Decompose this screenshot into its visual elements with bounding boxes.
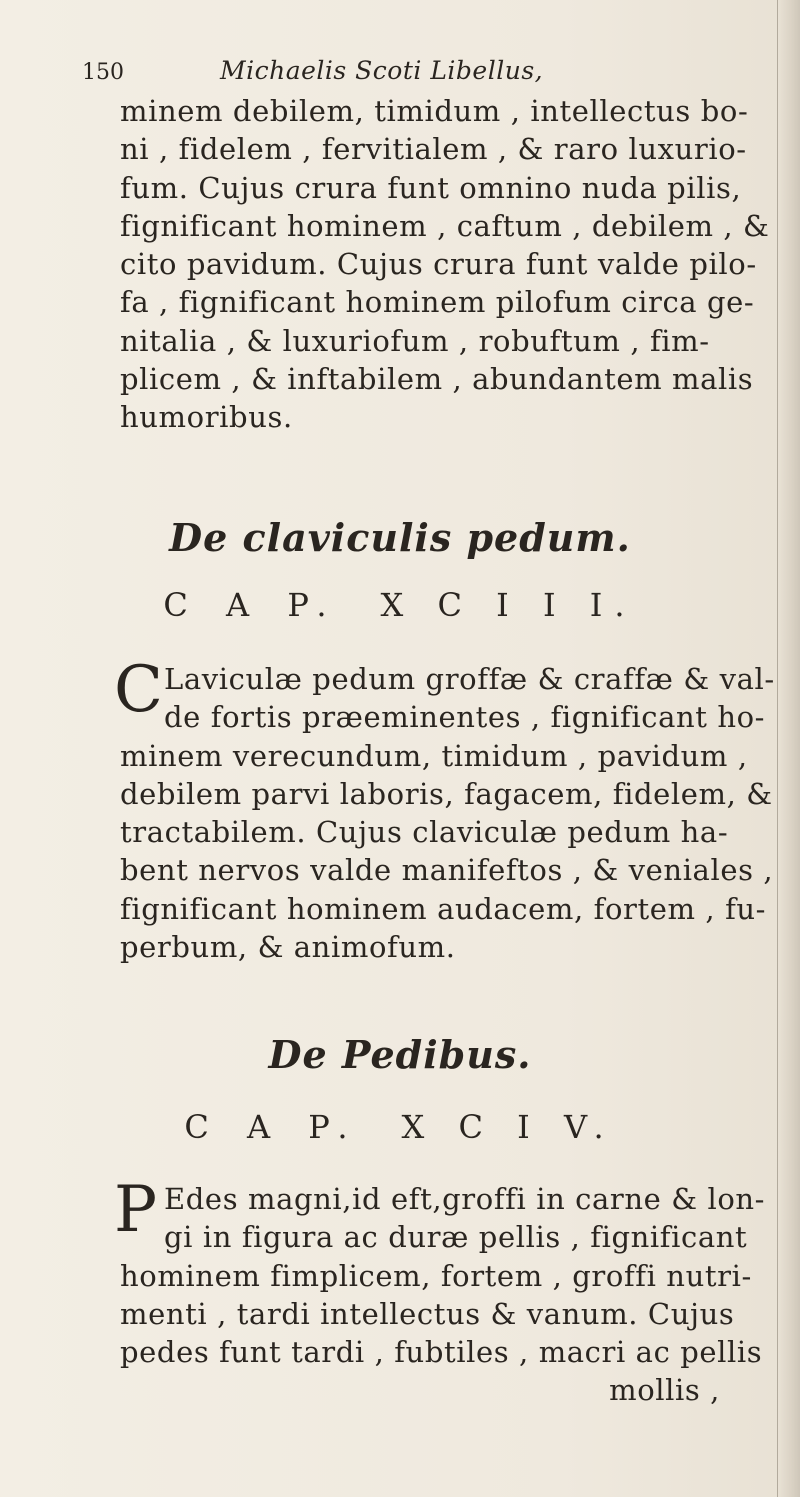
text-line: perbum, & animofum. bbox=[120, 930, 456, 965]
paragraph-crura bbox=[120, 92, 770, 437]
text-line: tractabilem. Cujus claviculæ pedum ha- bbox=[120, 815, 729, 850]
paragraph-claviculae bbox=[120, 660, 775, 966]
text-line: Edes magni,id eft,groffi in carne & lon- bbox=[164, 1182, 766, 1216]
text-line: menti , tardi intellectus & vanum. Cujus bbox=[120, 1296, 735, 1331]
paragraph-pedes bbox=[120, 1180, 766, 1410]
text-line: de fortis præeminentes , fignificant ho- bbox=[164, 700, 766, 735]
chapter-title-93 bbox=[0, 586, 800, 624]
text-line: gi in figura ac duræ pellis , fignificant bbox=[164, 1220, 748, 1255]
text-line: cito pavidum. Cujus crura funt valde pilo- bbox=[120, 247, 757, 282]
section-heading-pedibus: De Pedibus. bbox=[268, 1032, 532, 1077]
section-heading-claviculis: De claviculis pedum. bbox=[169, 515, 631, 560]
text-line: bent nervos valde manifeftos , & veniales , bbox=[120, 853, 774, 888]
text-line: plicem , & inftabilem , abundantem malis bbox=[120, 362, 754, 397]
running-head: Michaelis Scoti Libellus, bbox=[220, 56, 544, 85]
text-line: ni , fidelem , fervitialem , & raro luxurio- bbox=[120, 132, 747, 167]
drop-cap: C bbox=[114, 653, 163, 727]
text-line: fignificant hominem , caftum , debilem , & bbox=[120, 208, 770, 243]
text-line: Laviculæ pedum groffæ & craffæ & val- bbox=[164, 662, 775, 696]
chapter-title-94 bbox=[0, 1108, 800, 1146]
text-line: minem verecundum, timidum , pavidum , bbox=[120, 738, 748, 773]
text-line: hominem fimplicem, fortem , groffi nutri- bbox=[120, 1258, 752, 1293]
page-edge bbox=[777, 0, 800, 1497]
page-header bbox=[82, 52, 702, 92]
text-line: fignificant hominem audacem, fortem , fu- bbox=[120, 891, 767, 926]
chapter-number: X C I V. bbox=[401, 1108, 616, 1146]
text-line: pedes funt tardi , fubtiles , macri ac pellis bbox=[120, 1335, 763, 1370]
page-number: 150 bbox=[82, 60, 124, 85]
text-line: nitalia , & luxuriofum , robuftum , fim- bbox=[120, 323, 710, 358]
chapter-label: C A P. bbox=[163, 586, 341, 624]
text-line: fa , fignificant hominem pilofum circa ge- bbox=[120, 285, 755, 320]
chapter-number: X C I I I. bbox=[380, 586, 637, 624]
text-line: mollis , bbox=[609, 1373, 720, 1408]
text-line: debilem parvi laboris, fagacem, fidelem, & bbox=[120, 776, 773, 811]
chapter-label: C A P. bbox=[184, 1108, 362, 1146]
text-line: minem debilem, timidum , intellectus bo- bbox=[120, 94, 749, 128]
text-line: humoribus. bbox=[120, 400, 293, 435]
drop-cap: P bbox=[114, 1173, 158, 1247]
text-line: fum. Cujus crura funt omnino nuda pilis, bbox=[120, 170, 742, 205]
